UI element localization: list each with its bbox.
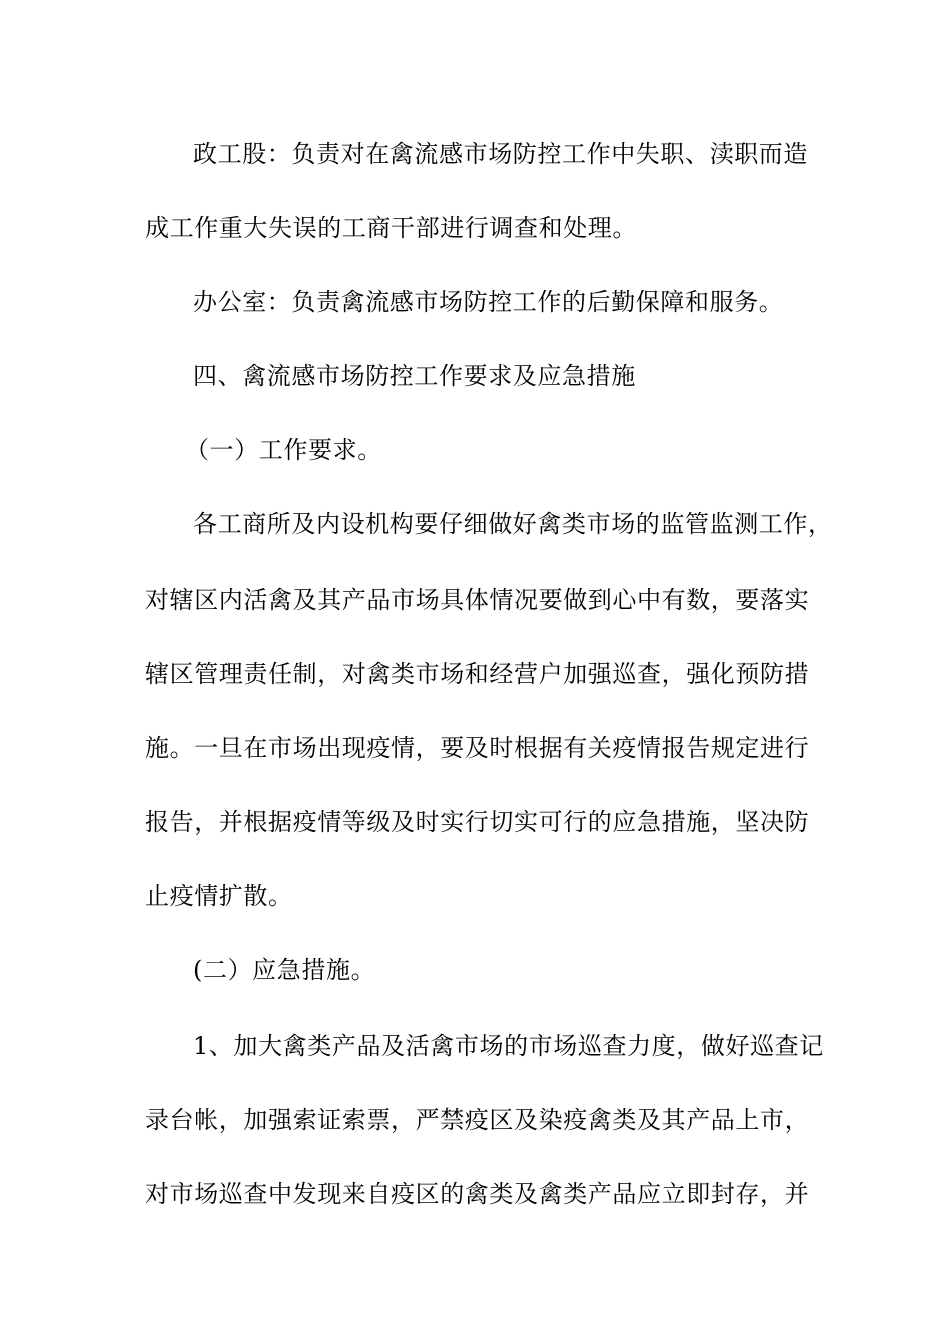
paragraph-line: 对辖区内活禽及其产品市场具体情况要做到心中有数，要落实: [145, 586, 810, 614]
section-heading: 四、禽流感市场防控工作要求及应急措施: [193, 362, 636, 390]
paragraph-line: 报告，并根据疫情等级及时实行切实可行的应急措施，坚决防: [145, 808, 810, 836]
paragraph-line: 对市场巡查中发现来自疫区的禽类及禽类产品应立即封存，并: [145, 1180, 810, 1208]
paragraph-line: 止疫情扩散。: [145, 882, 293, 910]
paragraph-line: 办公室：负责禽流感市场防控工作的后勤保障和服务。: [193, 288, 784, 316]
subsection-heading: （一）工作要求。: [185, 436, 382, 464]
paragraph-line: 1、加大禽类产品及活禽市场的市场巡查力度，做好巡查记: [193, 1032, 824, 1060]
paragraph-line: 政工股：负责对在禽流感市场防控工作中失职、渎职而造: [193, 140, 808, 168]
paragraph-line: 辖区管理责任制，对禽类市场和经营户加强巡查，强化预防措: [145, 660, 810, 688]
paragraph-line: 成工作重大失误的工商干部进行调查和处理。: [145, 214, 637, 242]
subsection-heading: (二）应急措施。: [193, 956, 376, 984]
paragraph-line: 各工商所及内设机构要仔细做好禽类市场的监管监测工作，: [193, 510, 833, 538]
paragraph-line: 录台帐，加强索证索票，严禁疫区及染疫禽类及其产品上市，: [145, 1106, 810, 1134]
paragraph-line: 施。一旦在市场出现疫情，要及时根据有关疫情报告规定进行: [145, 734, 810, 762]
